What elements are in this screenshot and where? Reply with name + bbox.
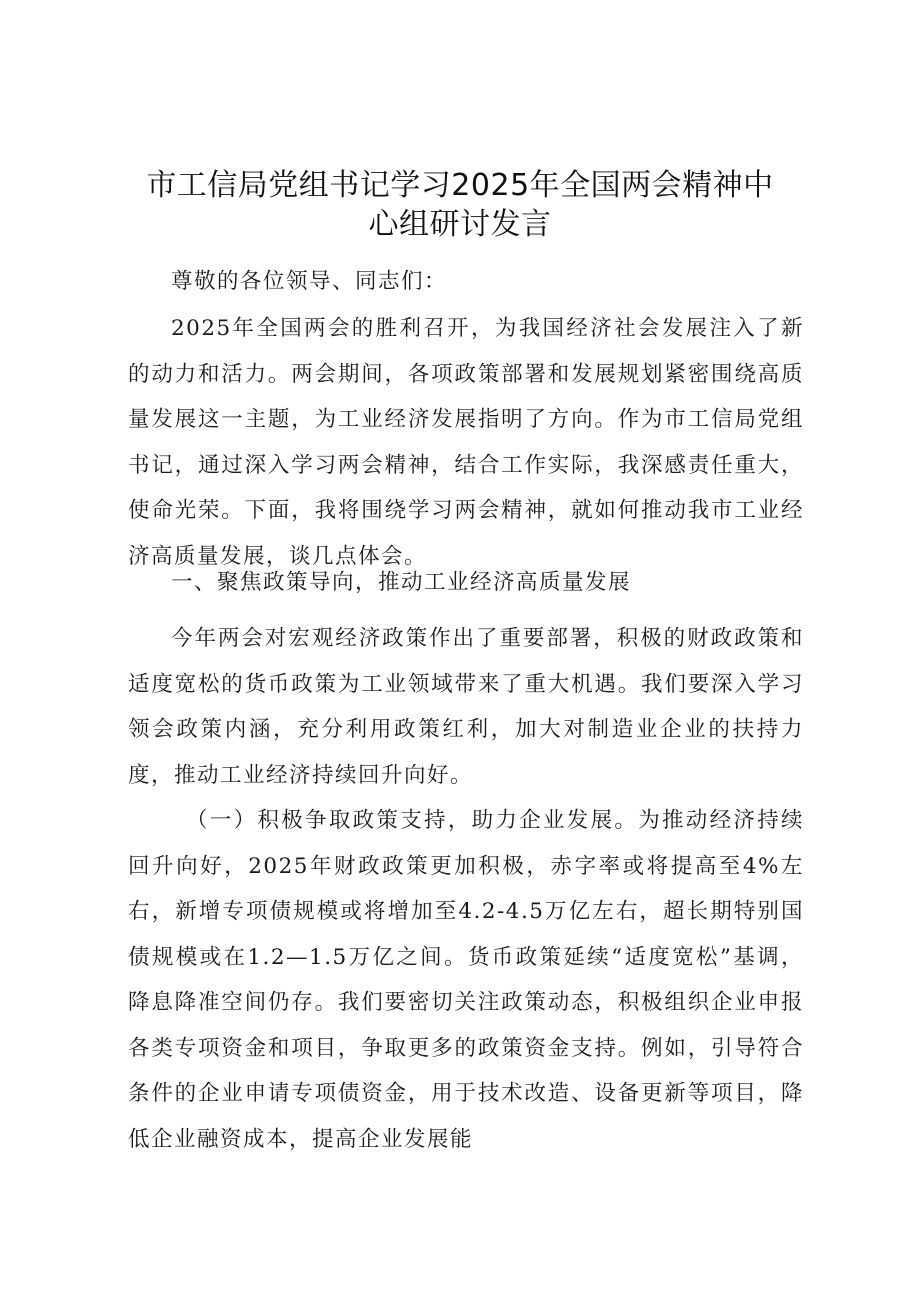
- document-title-line-1: 市工信局党组书记学习2025年全国两会精神中: [146, 168, 774, 203]
- document-title-line-2: 心组研讨发言: [368, 207, 552, 242]
- section-heading-1: 一、聚焦政策导向，推动工业经济高质量发展: [171, 570, 632, 595]
- paragraph-subsection-1: （一）积极争取政策支持，助力企业发展。为推动经济持续回升向好，2025年财政政策更加积极，赤字率或将提高至4%左右，新增专项债规模或将增加至4.2-4.5万亿左右，超长期特别国债规模或在1.2—1.5万亿之间。货币政策延续“适度宽松”基调，降息降准空间仍存。我们要密切关注政策动态，积极组织企业申报各类专项资金和项目，争取更多的政策资金支持。例如，引导符合条件的企业申请专项债资金，用于技术改造、设备更新等项目，降低企业融资成本，提高企业发展能: [128, 808, 804, 1152]
- salutation: 尊敬的各位领导、同志们：: [171, 269, 448, 294]
- paragraph-policy: 今年两会对宏观经济政策作出了重要部署，积极的财政政策和适度宽松的货币政策为工业领域带来了重大机遇。我们要深入学习领会政策内涵，充分利用政策红利，加大对制造业企业的扶持力度，推动工业经济持续回升向好。: [128, 626, 804, 788]
- paragraph-intro: 2025年全国两会的胜利召开，为我国经济社会发展注入了新的动力和活力。两会期间，各项政策部署和发展规划紧密围绕高质量发展这一主题，为工业经济发展指明了方向。作为市工信局党组书记，通过深入学习两会精神，结合工作实际，我深感责任重大，使命光荣。下面，我将围绕学习两会精神，就如何推动我市工业经济高质量发展，谈几点体会。: [128, 316, 804, 569]
